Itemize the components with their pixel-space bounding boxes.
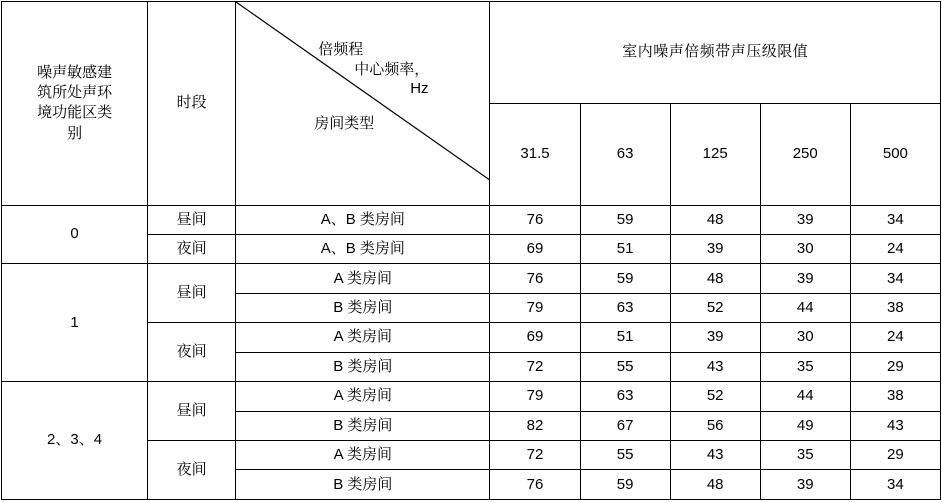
value-cell: 34 (850, 205, 940, 234)
value-cell: 39 (760, 470, 850, 500)
period-cell: 昼间 (148, 205, 236, 234)
value-cell: 35 (760, 441, 850, 470)
period-cell: 夜间 (148, 235, 236, 264)
value-cell: 72 (490, 441, 580, 470)
header-diagonal-cell (236, 2, 490, 206)
header-frequency-125: 125 (670, 103, 760, 205)
header-band-line-3: Hz (410, 80, 429, 97)
header-category-line-4: 别 (67, 124, 83, 142)
value-cell: 63 (580, 382, 670, 411)
value-cell: 72 (490, 352, 580, 381)
value-cell: 69 (490, 323, 580, 352)
value-cell: 34 (850, 470, 940, 500)
value-cell: 44 (760, 293, 850, 322)
value-cell: 39 (670, 323, 760, 352)
value-cell: 39 (760, 264, 850, 293)
value-cell: 30 (760, 323, 850, 352)
value-cell: 55 (580, 352, 670, 381)
room-type-cell: A、B 类房间 (236, 235, 490, 264)
value-cell: 43 (670, 441, 760, 470)
period-cell: 夜间 (148, 441, 236, 500)
room-type-cell: B 类房间 (236, 411, 490, 440)
room-type-cell: B 类房间 (236, 293, 490, 322)
header-category-line-2: 筑所处声环 (37, 84, 113, 102)
header-frequency-500: 500 (850, 103, 940, 205)
room-type-cell: A 类房间 (236, 323, 490, 352)
value-cell: 38 (850, 382, 940, 411)
value-cell: 52 (670, 382, 760, 411)
header-room-label: 房间类型 (314, 115, 375, 132)
value-cell: 51 (580, 323, 670, 352)
value-cell: 39 (760, 205, 850, 234)
period-cell: 昼间 (148, 264, 236, 323)
value-cell: 48 (670, 264, 760, 293)
header-category-line-1: 噪声敏感建 (37, 63, 113, 81)
category-cell: 0 (2, 205, 148, 264)
header-frequency-63: 63 (580, 103, 670, 205)
table-container (0, 1, 942, 502)
value-cell: 82 (490, 411, 580, 440)
value-cell: 34 (850, 264, 940, 293)
diagonal-divider-icon (236, 2, 489, 205)
value-cell: 43 (670, 352, 760, 381)
value-cell: 51 (580, 235, 670, 264)
table-row (2, 205, 941, 234)
room-type-cell: A 类房间 (236, 382, 490, 411)
header-limits-title: 室内噪声倍频带声压级限值 (490, 2, 941, 104)
value-cell: 48 (670, 205, 760, 234)
value-cell: 79 (490, 382, 580, 411)
value-cell: 59 (580, 205, 670, 234)
header-frequency-250: 250 (760, 103, 850, 205)
period-cell: 夜间 (148, 323, 236, 382)
value-cell: 49 (760, 411, 850, 440)
value-cell: 63 (580, 293, 670, 322)
header-category-cell (2, 2, 148, 206)
value-cell: 79 (490, 293, 580, 322)
header-band-line-2: 中心频率， (354, 60, 430, 78)
header-band-label (318, 40, 429, 99)
header-frequency-31-5: 31.5 (490, 103, 580, 205)
value-cell: 55 (580, 441, 670, 470)
value-cell: 39 (670, 235, 760, 264)
value-cell: 38 (850, 293, 940, 322)
period-cell: 昼间 (148, 382, 236, 441)
room-type-cell: A、B 类房间 (236, 205, 490, 234)
value-cell: 29 (850, 352, 940, 381)
value-cell: 52 (670, 293, 760, 322)
value-cell: 76 (490, 470, 580, 500)
value-cell: 24 (850, 235, 940, 264)
header-category-line-3: 境功能区类 (37, 104, 113, 122)
table-row (2, 264, 941, 293)
value-cell: 59 (580, 470, 670, 500)
header-period-cell: 时段 (148, 2, 236, 206)
value-cell: 69 (490, 235, 580, 264)
value-cell: 35 (760, 352, 850, 381)
value-cell: 67 (580, 411, 670, 440)
value-cell: 43 (850, 411, 940, 440)
category-cell: 1 (2, 264, 148, 382)
value-cell: 48 (670, 470, 760, 500)
room-type-cell: A 类房间 (236, 264, 490, 293)
room-type-cell: B 类房间 (236, 470, 490, 500)
room-type-cell: B 类房间 (236, 352, 490, 381)
table-header-row-1 (2, 2, 941, 104)
value-cell: 59 (580, 264, 670, 293)
value-cell: 76 (490, 205, 580, 234)
value-cell: 24 (850, 323, 940, 352)
value-cell: 44 (760, 382, 850, 411)
value-cell: 30 (760, 235, 850, 264)
value-cell: 29 (850, 441, 940, 470)
room-type-cell: A 类房间 (236, 441, 490, 470)
header-band-line-1: 倍频程 (318, 41, 364, 58)
value-cell: 76 (490, 264, 580, 293)
category-cell: 2、3、4 (2, 382, 148, 500)
table-row (2, 382, 941, 411)
value-cell: 56 (670, 411, 760, 440)
noise-limits-table (1, 1, 941, 500)
